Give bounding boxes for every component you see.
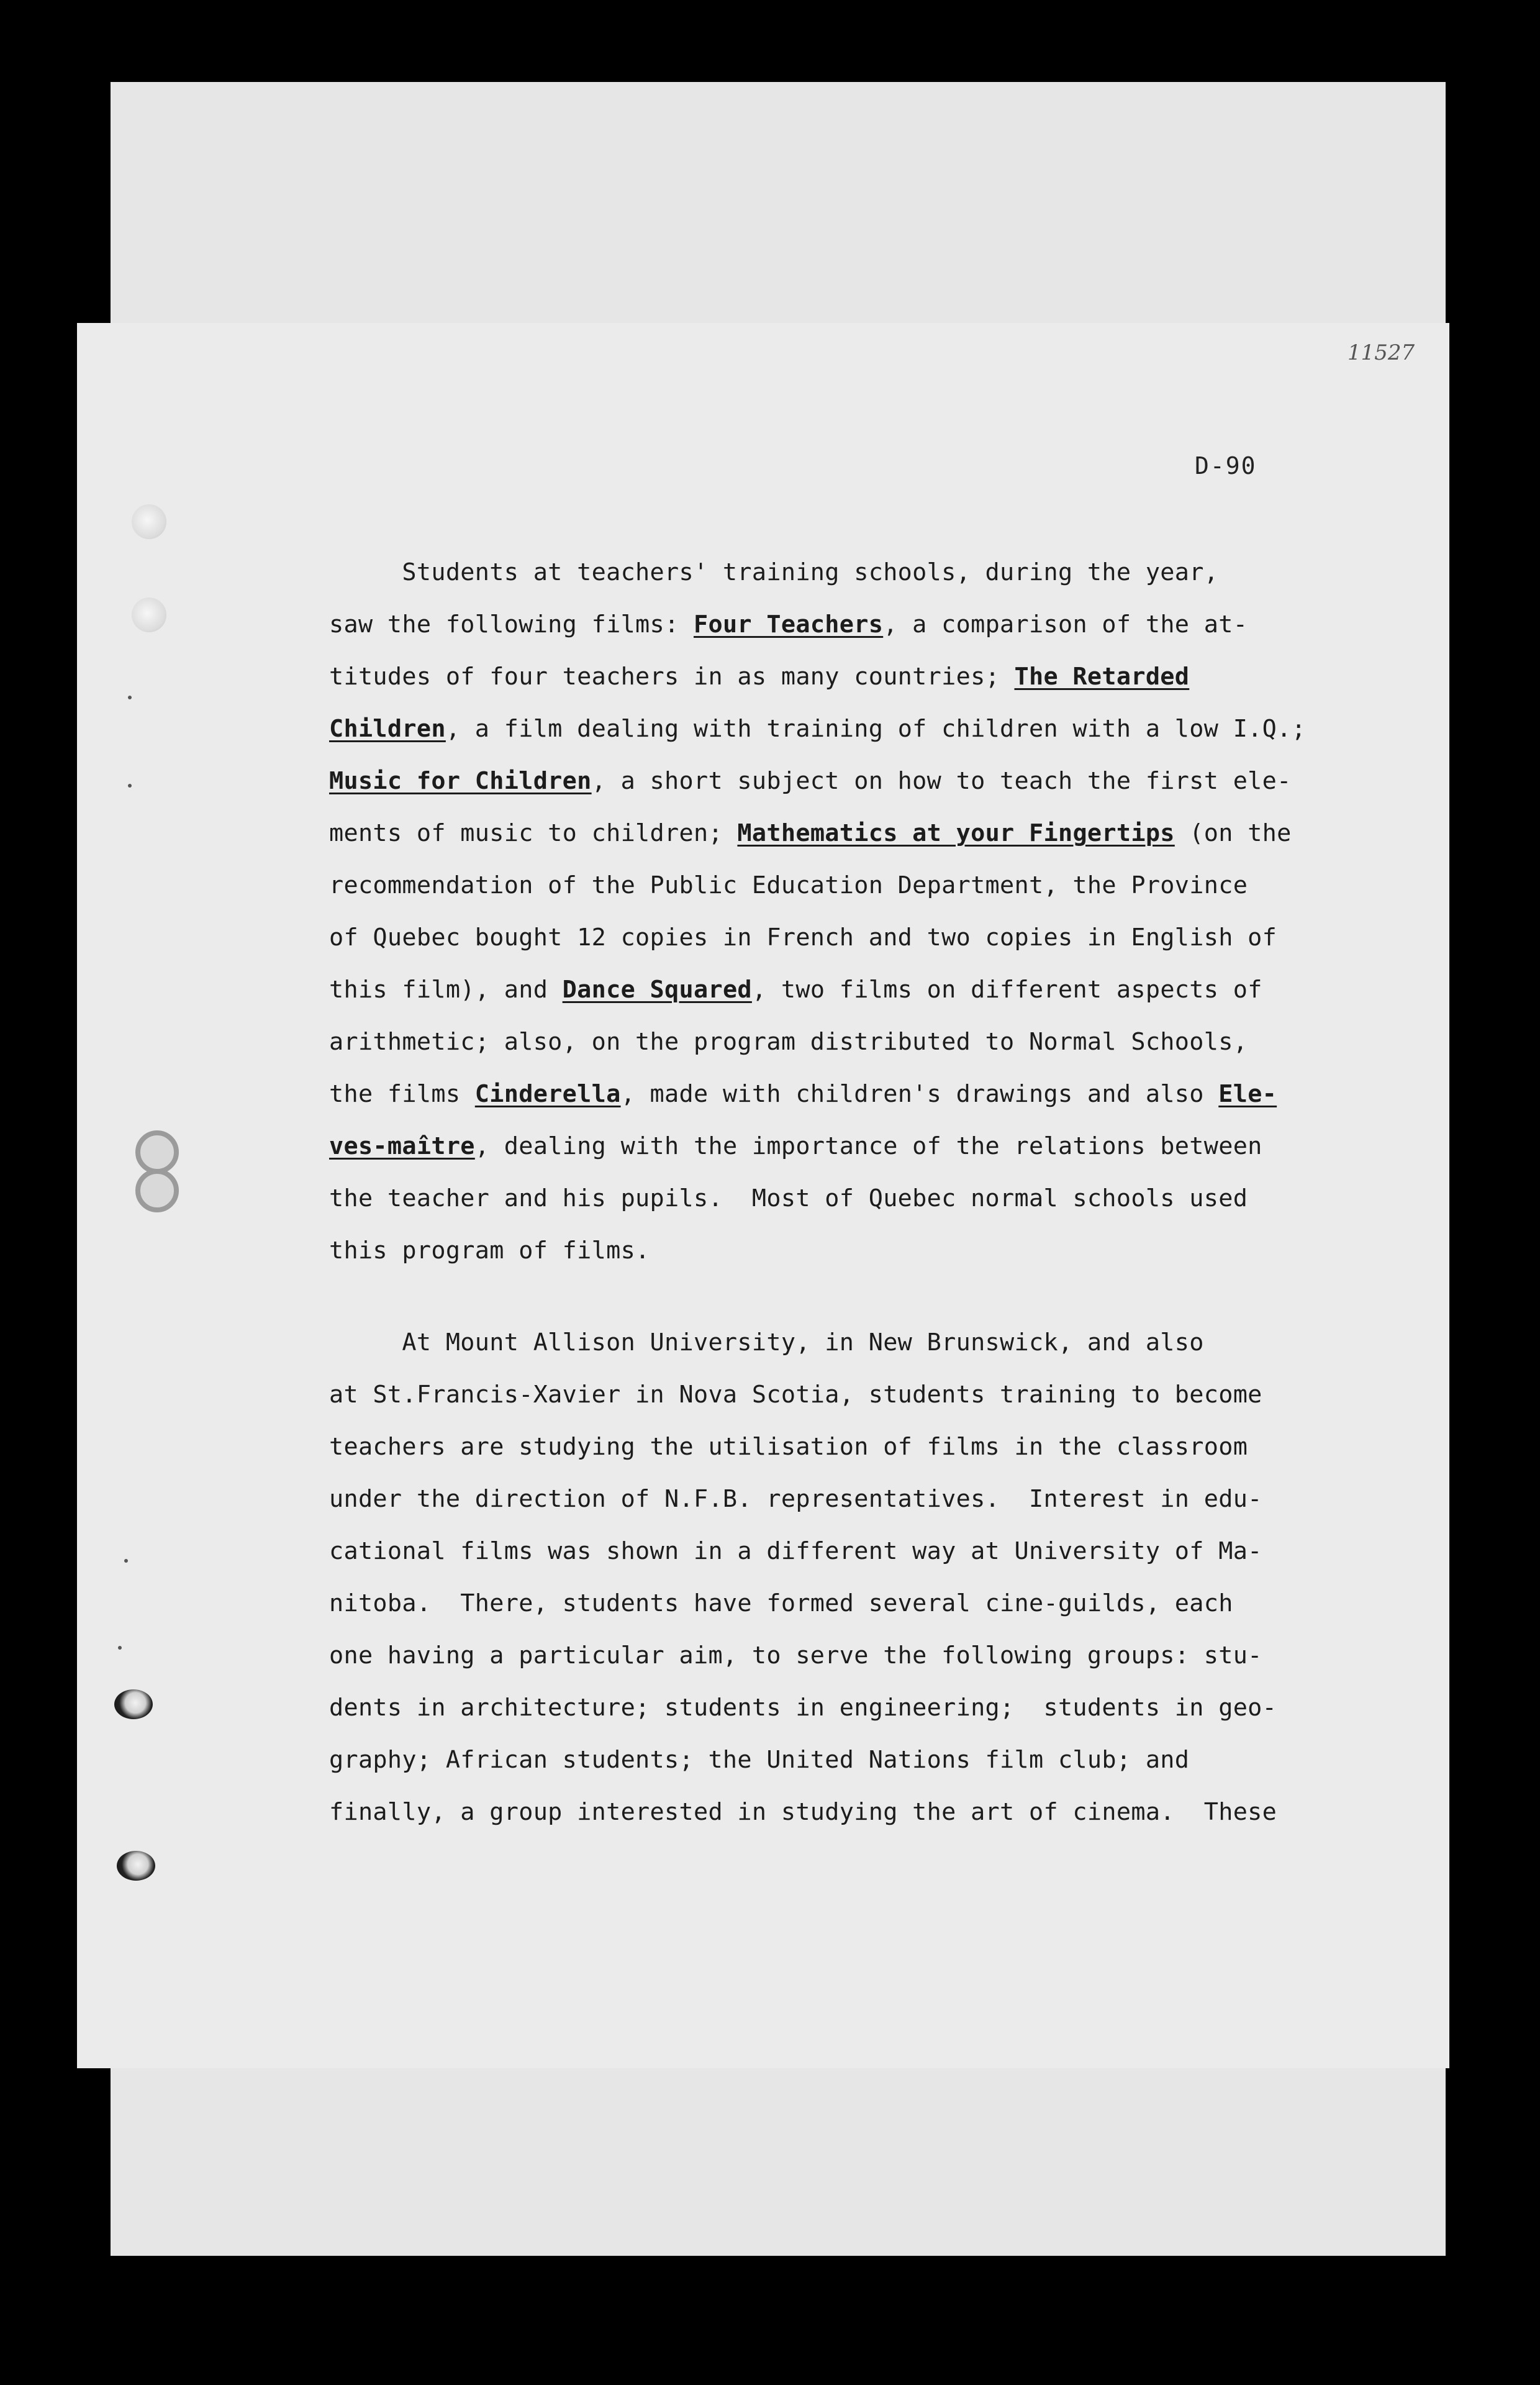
text-segment: the teacher and his pupils. Most of Quebec normal schools used (329, 1184, 1248, 1212)
page-number: D-90 (1195, 452, 1257, 479)
text-segment: nitoba. There, students have formed several cine-guilds, each (329, 1589, 1233, 1617)
film-title: Ele- (1218, 1080, 1277, 1108)
text-segment: , a film dealing with training of children with a low I.Q.; (445, 715, 1307, 743)
text-line (329, 651, 1190, 703)
text-segment: one having a particular aim, to serve the following groups: stu- (329, 1642, 1262, 1670)
punch-hole (114, 1689, 153, 1719)
text-line (329, 1786, 1277, 1838)
text-segment: , dealing with the importance of the relations between (474, 1132, 1262, 1160)
text-line (329, 807, 1292, 860)
film-title: Dance Squared (562, 976, 752, 1004)
film-title: Music for Children (329, 767, 592, 795)
text-line (329, 1016, 1248, 1068)
archive-number: 11527 (1348, 340, 1415, 365)
text-line (329, 1225, 1186, 1277)
paragraph (329, 547, 1307, 1277)
film-title: Mathematics at your Fingertips (737, 819, 1175, 847)
text-segment: , a comparison of the at- (883, 611, 1248, 638)
text-line (329, 703, 1307, 755)
paper-speck (118, 1646, 122, 1650)
text-line (329, 1525, 1262, 1578)
text-line (329, 1120, 1262, 1173)
text-segment: titudes of four teachers in as many countries; (329, 663, 1015, 691)
film-title: Four Teachers (693, 611, 884, 638)
text-segment: (on the (1174, 819, 1292, 847)
film-title: Cinderella (474, 1080, 621, 1108)
film-title: ves-maître (329, 1132, 475, 1160)
paragraph-gap (329, 1277, 1186, 1317)
text-segment: of Quebec bought 12 copies in French and two copies in English of (329, 924, 1277, 952)
text-line (329, 1369, 1262, 1421)
text-line (329, 860, 1248, 912)
film-title: Children (329, 715, 446, 743)
text-segment: , made with children's drawings and also (620, 1080, 1219, 1108)
text-line (329, 755, 1292, 807)
text-segment: finally, a group interested in studying the art of cinema. These (329, 1798, 1277, 1826)
text-line (329, 912, 1277, 964)
text-line (329, 1682, 1277, 1734)
text-segment: teachers are studying the utilisation of films in the classroom (329, 1433, 1248, 1461)
text-segment: Students at teachers' training schools, during the year, (329, 558, 1219, 586)
film-title: The Retarded (1014, 663, 1190, 691)
punch-hole (132, 504, 166, 539)
paper-speck (124, 1559, 128, 1563)
text-segment: graphy; African students; the United Nations film club; and (329, 1746, 1190, 1774)
text-segment: ments of music to children; (329, 819, 738, 847)
typewritten-body (329, 547, 1307, 1838)
text-segment: dents in architecture; students in engineering; students in geo- (329, 1694, 1277, 1722)
text-segment: saw the following films: (329, 611, 694, 638)
text-line (329, 1173, 1248, 1225)
text-line (329, 1317, 1204, 1369)
text-line (329, 1734, 1190, 1786)
text-line (329, 1068, 1277, 1120)
text-segment: , two films on different aspects of (751, 976, 1262, 1004)
text-line (329, 1630, 1262, 1682)
text-segment: At Mount Allison University, in New Brunswick, and also (329, 1329, 1204, 1356)
punch-hole (132, 597, 166, 632)
text-line (329, 1421, 1248, 1473)
paper-speck (128, 696, 132, 699)
text-line (329, 1473, 1262, 1525)
text-segment: recommendation of the Public Education Department, the Province (329, 871, 1248, 899)
text-line (329, 964, 1262, 1016)
text-segment: this film), and (329, 976, 563, 1004)
text-segment: at St.Francis-Xavier in Nova Scotia, students training to become (329, 1381, 1262, 1409)
text-segment: arithmetic; also, on the program distributed to Normal Schools, (329, 1028, 1248, 1056)
staple-mark (132, 1130, 173, 1217)
text-segment: cational films was shown in a different way at University of Ma- (329, 1537, 1262, 1565)
text-line (329, 1578, 1233, 1630)
text-segment: under the direction of N.F.B. representatives. Interest in edu- (329, 1485, 1262, 1513)
paragraph (329, 1317, 1277, 1838)
punch-hole (117, 1851, 155, 1881)
paper-speck (128, 784, 132, 788)
text-segment: this program of films. (329, 1237, 650, 1265)
text-segment: the films (329, 1080, 475, 1108)
text-line (329, 599, 1248, 651)
text-segment: , a short subject on how to teach the first ele- (591, 767, 1292, 795)
text-line (329, 547, 1219, 599)
